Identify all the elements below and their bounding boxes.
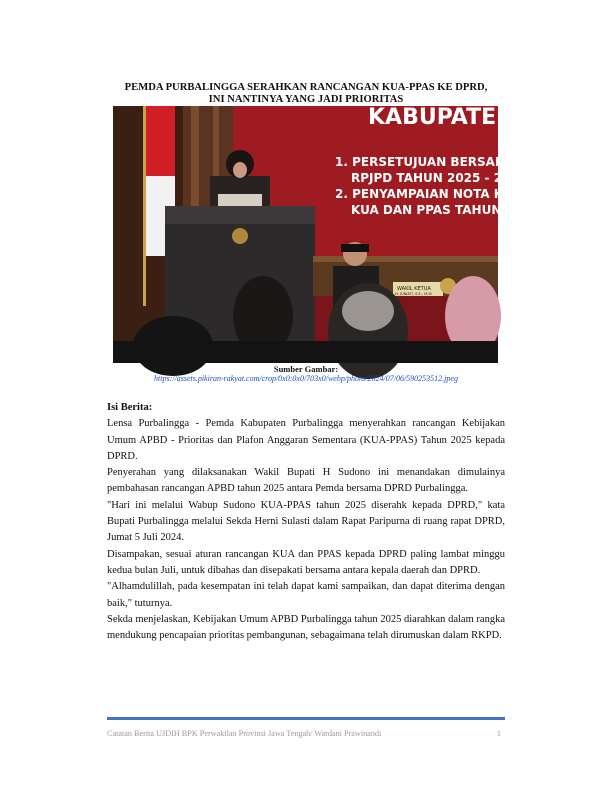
article-title bbox=[90, 82, 522, 106]
title-line-2: INI NANTINYA YANG JADI PRIORITAS bbox=[208, 94, 404, 105]
paragraph-6: Sekda menjelaskan, Kebijakan Umum APBD Purbalingga tahun 2025 diarahkan dalam rangka mendukung pencapaian prioritas pembangunan, sebagaimana telah dirumuskan dalam RKPD. bbox=[107, 613, 505, 642]
banner-line-4: KUA DAN PPAS TAHUN 2 bbox=[351, 203, 514, 217]
banner-title-text: KABUPATE bbox=[368, 105, 497, 130]
footer-credit: Catatan Berita UJDIH BPK Perwakilan Provinsi Jawa Tengah/ Wardani Prawinandi bbox=[107, 729, 382, 738]
nameplate-line-1: WAKIL KETUA bbox=[397, 286, 431, 292]
nameplate-line-2: H. JUNIATI, S.E., M.M. bbox=[395, 292, 433, 296]
image-caption bbox=[90, 364, 522, 384]
article-body bbox=[107, 400, 505, 644]
paragraph-4: Disampakan, sesuai aturan rancangan KUA dan PPAS kepada DPRD paling lambat minggu kedua bulan Juli, untuk dibahas dan disepakati bersama antara kepala daerah dan DPRD. bbox=[107, 548, 505, 576]
paragraph-3: "Hari ini melalui Wabup Sudono KUA-PPAS tahun 2025 diserahk kepada DPRD," kata Bupati Purbalingga melalui Sekda Herni Sulasti dalam Rapat Paripurna di ruang rapat DPRD, Jumat 5 Juli 2024. bbox=[107, 499, 505, 544]
banner-line-3: 2. PENYAMPAIAN NOTA KES bbox=[335, 187, 520, 201]
banner-line-2: RPJPD TAHUN 2025 - 20 bbox=[351, 171, 511, 185]
paragraph-5: "Alhamdulillah, pada kesempatan ini telah dapat kami sampaikan, dan dapat diterima dengan baik," tuturnya. bbox=[107, 581, 505, 609]
paragraph-2: Penyerahan yang dilaksanakan Wakil Bupati H Sudono ini menandakan dimulainya pembahasan rancangan APBD tahun 2025 antara Pemda bersama DPRD Purbalingga. bbox=[107, 467, 505, 495]
page-number: 1 bbox=[496, 729, 501, 738]
paragraph-1: Lensa Purbalingga - Pemda Kabupaten Purbalingga menyerahkan rancangan Kebijakan Umum APBD - Prioritas dan Plafon Anggaran Sementara (KUA-PPAS) Tahun 2025 kepada DPRD. bbox=[107, 418, 505, 462]
page-footer bbox=[107, 729, 505, 738]
footer-rule bbox=[107, 717, 505, 720]
body-heading: Isi Berita: bbox=[107, 402, 153, 413]
banner-line-1: 1. PERSETUJUAN BERSAMA bbox=[335, 155, 517, 169]
image-source-link[interactable]: https://assets.pikiran-rakyat.com/crop/0x0:0x0/703x0/webp/photo/2024/07/06/590253512.jpeg bbox=[154, 374, 458, 383]
news-photo bbox=[113, 105, 520, 363]
title-line-1: PEMDA PURBALINGGA SERAHKAN RANCANGAN KUA-PPAS KE DPRD, bbox=[124, 82, 488, 93]
caption-label: Sumber Gambar: bbox=[273, 364, 339, 374]
